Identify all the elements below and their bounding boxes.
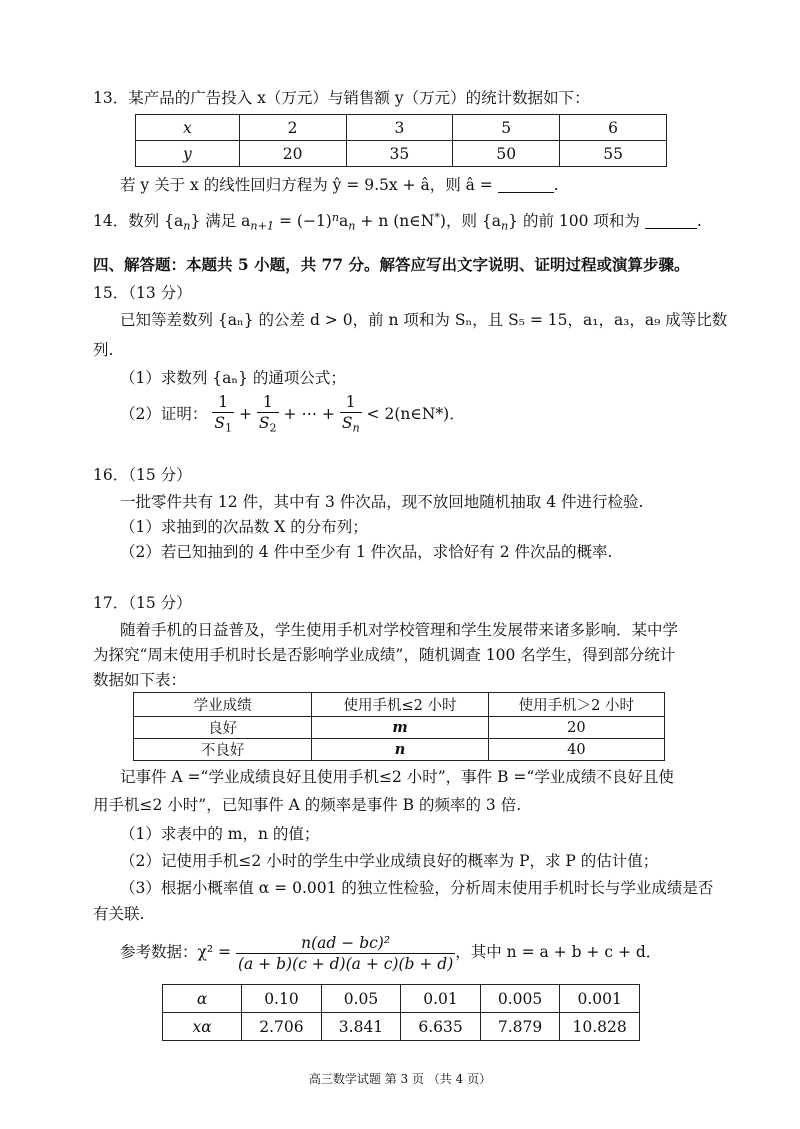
q13-stem: 13．某产品的广告投入 x（万元）与销售额 y（万元）的统计数据如下：: [93, 89, 590, 107]
q14-stem: 14．数列 $\{a_n\}$ 满足 $a_{n+1} = (-1)^na_n + n$ (n∈N*)，则 $\{a_n\}$ 的前 100 项和为 .: [93, 211, 702, 233]
reference-cell: 0.001: [560, 985, 640, 1013]
q17-table: [133, 692, 665, 761]
q13-x-label: x: [136, 115, 240, 141]
q15-part2-tail: < 2(n∈N*)．: [361, 405, 465, 424]
reference-label: 参考数据：χ² =: [120, 943, 232, 961]
fraction: $\frac{1}{S_1}$: [214, 393, 233, 435]
q13-period: .: [553, 176, 559, 194]
q14-text: } 的前 100 项和为: [508, 212, 640, 231]
reference-cell: 0.005: [480, 985, 560, 1013]
q17-table-cell: 20: [488, 717, 664, 739]
reference-label-cell: xα: [163, 1013, 242, 1041]
q14-formula: )，则 {a: [439, 212, 501, 231]
q17-line: 为探究“周末使用手机时长是否影响学业成绩”，随机调查 100 名学生，得到部分统计: [93, 646, 676, 664]
fraction: $\frac{1}{S_n}$: [341, 393, 360, 435]
section-title: 四、解答题：本题共 5 小题，共 77 分。解答应写出文字说明、证明过程或演算步骤。: [93, 255, 690, 274]
q13-x-value: 2: [239, 115, 346, 141]
q16-part2: （2）若已知抽到的 4 件中至少有 1 件次品，求恰好有 2 件次品的概率.: [120, 543, 613, 561]
reference-cell: 0.10: [242, 985, 322, 1013]
q13-y-value: 55: [560, 141, 667, 167]
q13-y-value: 20: [239, 141, 346, 167]
q17-line: 随着手机的日益普及，学生使用手机对学校管理和学生发展带来诸多影响．某中学: [120, 621, 679, 639]
q13-x-value: 3: [346, 115, 453, 141]
q15-line: 列.: [93, 341, 114, 359]
q16-header: 16．（15 分）: [93, 466, 192, 484]
q15-line: 已知等差数列 {aₙ} 的公差 d > 0，前 n 项和为 Sₙ，且 S₅ = 15，a₁，a₃，a₉ 成等比数: [120, 311, 728, 329]
q17-table-cell: n: [312, 739, 488, 761]
q17-table-cell: m: [312, 717, 488, 739]
q15-part2: （2）证明： $\frac{1}{S_1}$ + $\frac{1}{S_2}$ + ⋯ + $\frac{1}{S_n}$ < 2(n∈N*)．: [120, 392, 465, 438]
q17-part2: （2）记使用手机≤2 小时的学生中学业成绩良好的概率为 P，求 P 的估计值；: [120, 852, 659, 870]
q17-table-cell: 40: [488, 739, 664, 761]
q14-period: .: [696, 212, 702, 231]
chi-square-fraction: [236, 933, 455, 974]
q16-line: 一批零件共有 12 件，其中有 3 件次品，现不放回地随机抽取 4 件进行检验.: [120, 493, 644, 511]
reference-suffix: ，其中 n = a + b + c + d．: [455, 943, 662, 961]
q17-reference: [120, 930, 661, 974]
q14-answer-blank: [645, 212, 697, 229]
q17-part3: （3）根据小概率值 α = 0.001 的独立性检验，分析周末使用手机时长与学业成绩是否: [120, 879, 714, 897]
reference-table: [162, 984, 640, 1041]
q15-part1: （1）求数列 {aₙ} 的通项公式；: [120, 369, 346, 387]
q13-y-value: 50: [453, 141, 560, 167]
q15-header: 15．（13 分）: [93, 284, 192, 302]
reference-cell: 10.828: [560, 1013, 640, 1041]
q14-text: } 满足 a: [190, 212, 251, 231]
q13-y-value: 35: [346, 141, 453, 167]
q13-x-value: 6: [560, 115, 667, 141]
q17-table-cell: 不良好: [134, 739, 312, 761]
reference-cell: 6.635: [401, 1013, 481, 1041]
q17-line: 记事件 A =“学业成绩良好且使用手机≤2 小时”，事件 B =“学业成绩不良好且使: [120, 768, 674, 786]
q17-table-cell: 良好: [134, 717, 312, 739]
chi-square-numerator: n(ad − bc)²: [236, 933, 455, 954]
reference-label-cell: α: [163, 985, 242, 1013]
q14-formula: a: [339, 212, 349, 231]
q13-x-value: 5: [453, 115, 560, 141]
fraction: $\frac{1}{S_2}$: [258, 393, 277, 435]
q16-part1: （1）求抽到的次品数 X 的分布列；: [120, 518, 368, 536]
reference-cell: 7.879: [480, 1013, 560, 1041]
q17-part1: （1）求表中的 m，n 的值；: [120, 825, 320, 843]
q17-table-header: 使用手机≤2 小时: [312, 693, 488, 717]
q13-question-text: 若 y 关于 x 的线性回归方程为 ŷ = 9.5x + â，则 â =: [120, 176, 493, 194]
q14-formula: + n (n∈N: [355, 212, 435, 231]
reference-cell: 3.841: [321, 1013, 401, 1041]
q17-line: 数据如下表：: [93, 671, 187, 689]
reference-cell: 0.01: [401, 985, 481, 1013]
q14-text: 14．数列 {a: [93, 212, 184, 231]
q13-question: [120, 174, 559, 196]
q17-table-header: 学业成绩: [134, 693, 312, 717]
q13-y-label: y: [136, 141, 240, 167]
q17-line: 用手机≤2 小时”，已知事件 A 的频率是事件 B 的频率的 3 倍.: [93, 796, 522, 814]
q13-answer-blank: [498, 176, 554, 193]
reference-cell: 0.05: [321, 985, 401, 1013]
q17-header: 17．（15 分）: [93, 594, 192, 612]
chi-square-denominator: (a + b)(c + d)(a + c)(b + d): [237, 954, 454, 973]
q15-part2-label: （2）证明：: [120, 405, 208, 424]
q17-part3: 有关联.: [93, 905, 145, 923]
q13-table: [135, 114, 667, 167]
reference-cell: 2.706: [242, 1013, 322, 1041]
q17-table-header: 使用手机＞2 小时: [488, 693, 664, 717]
page-footer: 高三数学试题 第 3 页 （共 4 页）: [308, 1072, 492, 1086]
q14-formula: = (−1): [274, 212, 332, 231]
